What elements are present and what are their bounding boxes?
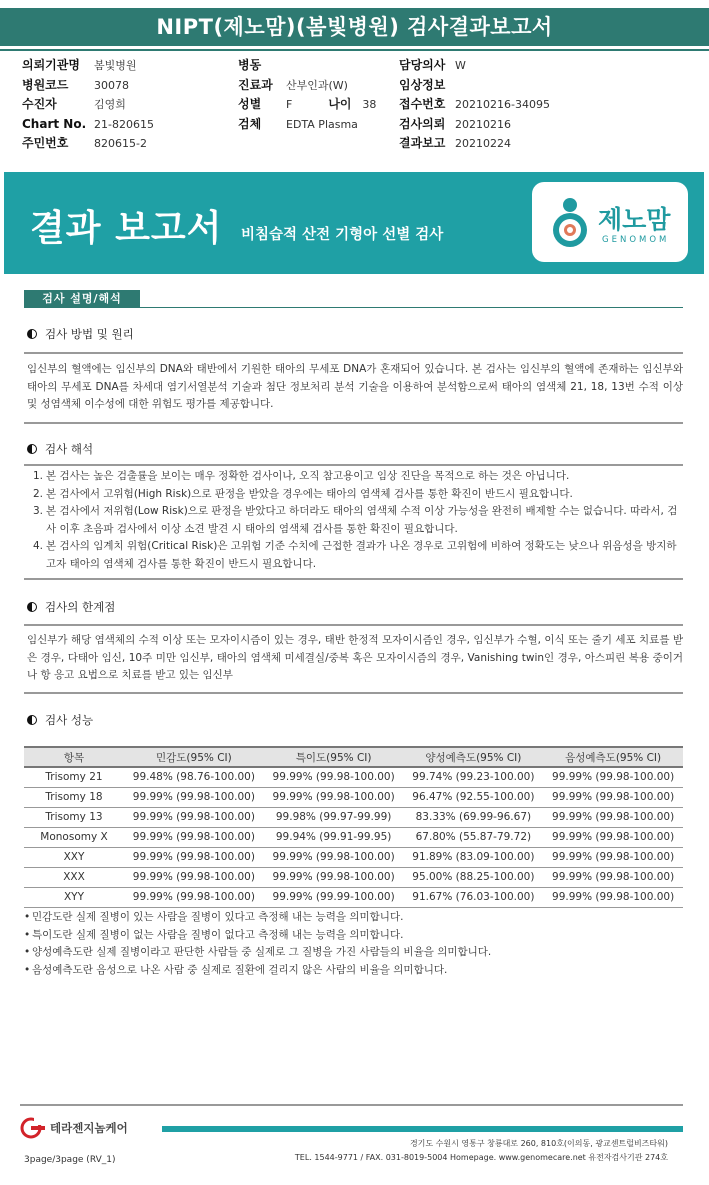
info-row [399,95,550,115]
table-cell: 99.98% (99.97-99.99) [264,807,404,827]
table-cell: 99.99% (99.98-100.00) [264,847,404,867]
info-value: 김영희 [94,98,126,111]
info-value: EDTA Plasma [286,117,358,131]
info-value: 20210224 [455,137,511,150]
item-text: 본 검사의 임계치 위험(Critical Risk)은 고위험 기준 수치에 근접한 결과가 나온 경우로 고위험에 비하여 정확도는 낮으나 위음성을 방지하고자 태아의 염색체 검사를 통한 확진이 반드시 필요합니다. [46,540,677,570]
bullet-icon: • [24,928,31,941]
table-cell: 99.48% (98.76-100.00) [124,767,264,787]
info-label: 검체 [238,116,262,131]
row-label: XXX [24,867,124,887]
info-row [238,76,376,96]
note-text: 민감도란 실제 질병이 있는 사람을 질병이 있다고 측정해 내는 능력을 의미합니다. [32,911,404,923]
limits-body: 임신부가 해당 염색체의 수적 이상 또는 모자이시즘이 있는 경우, 태반 한정적 모자이시즘인 경우, 임신부가 수혈, 이식 또는 줄기 세포 치료를 받은 경우, 다태아 임신, 10주 미만 임신부, 태아의 염색체 미세결실/중복 혹은 모자이시즘의 경우, Vanishing twin인 경우, 아스피린 복용 중이거나 항 응고 요법으로 치료를 받고 있는 임신부 [27,634,683,681]
column-header: 항목 [24,747,124,767]
company-contact: TEL. 1544-9771 / FAX. 031-8019-5004 Homepage. www.genomecare.net 유전자검사기관 274호 [294,1153,668,1162]
info-row [399,134,550,154]
divider [24,464,683,466]
divider [24,624,683,626]
limits-heading [27,599,115,615]
table-cell: 99.99% (99.98-100.00) [543,847,683,867]
note-text: 특이도란 실제 질병이 없는 사람을 질병이 없다고 측정해 내는 능력을 의미합니다. [32,928,404,941]
info-row [399,115,550,135]
info-row [22,56,154,76]
company-name: 테라젠지놈케어 [50,1121,128,1135]
info-label: 담당의사 [399,58,446,72]
info-value: 산부인과(W) [286,78,348,92]
g-logo-icon [20,1117,46,1139]
note-text: 음성예측도란 음성으로 나온 사람 중 실제로 질환에 걸리지 않은 사람의 비율을 의미합니다. [32,963,448,976]
divider [24,352,683,354]
age-label: 나이 [328,97,352,111]
method-body: 임신부의 혈액에는 임신부의 DNA와 태반에서 기원한 태아의 무세포 DNA가 혼재되어 있습니다. 본 검사는 임신부의 혈액에 존재하는 임신부와 태아의 무세포 DNA를 차세대 염기서열분석 기술과 첨단 정보처리 분석 기술을 이용하여 분석함으로써 태아의 염색체 21, 18, 13번 수적 이상 및 성염색체 이수성에 대한 위험도 평가를 제공합니다. [27,363,683,410]
item-number: 4. [33,540,44,552]
section-tab: 검사 설명/해석 [24,290,140,308]
age-value: 38 [362,98,377,111]
info-label: 접수번호 [399,97,446,111]
table-cell: 91.89% (83.09-100.00) [404,847,544,867]
bullet-icon: • [24,963,31,976]
row-label: Trisomy 13 [24,807,124,827]
table-cell: 99.99% (99.98-100.00) [124,807,264,827]
table-cell: 99.94% (99.91-99.95) [264,827,404,847]
section-underline [24,307,683,308]
row-label: Trisomy 18 [24,787,124,807]
interpret-heading-text: 검사 해석 [45,442,94,456]
info-label: 검사의뢰 [399,116,446,131]
table-cell: 96.47% (92.55-100.00) [404,787,544,807]
info-value: 20210216 [455,117,511,131]
table-cell: 99.99% (99.98-100.00) [124,887,264,907]
bullet-icon: • [24,911,31,923]
company-logo [20,1117,128,1139]
table-row [24,807,683,827]
row-label: Monosomy X [24,827,124,847]
table-cell: 99.99% (99.98-100.00) [543,867,683,887]
info-value: 봄빛병원 [94,59,137,72]
info-value: 20210216-34095 [455,98,550,111]
method-heading [27,326,134,342]
info-label: 병동 [238,58,262,72]
banner-title: 결과 보고서 [30,208,223,249]
performance-heading [27,712,93,728]
table-row [24,867,683,887]
table-cell: 99.99% (99.98-100.00) [543,887,683,907]
info-value: F [286,98,293,111]
item-text: 본 검사에서 저위험(Low Risk)으로 판정을 받았다고 하더라도 태아의 염색체 수적 이상 가능성을 완전히 배제할 수는 없습니다. 따라서, 검사 이후 초음파 검사에서 이상 소견 발견 시 태아의 염색체 검사를 통한 확진이 필요합니다. [46,505,678,535]
limits-heading-text: 검사의 한계점 [45,600,116,614]
info-label: 결과보고 [399,136,446,150]
logo-subtext: GENOMOM [602,235,670,245]
info-row [22,95,154,115]
item-number: 1. [33,470,44,482]
info-row [22,115,154,135]
bullet-icon: • [24,946,31,958]
note-text: 양성예측도란 실제 질병이라고 판단한 사람들 중 실제로 그 질병을 가진 사람들의 비율을 의미합니다. [32,946,492,958]
company-address: 경기도 수원시 영통구 창룡대로 260, 810호(이의동, 광교센트럴비즈타워) [409,1139,668,1148]
table-cell: 67.80% (55.87-79.72) [404,827,544,847]
patient-info-col3 [399,56,550,154]
interpret-list [33,468,683,573]
table-cell: 99.99% (99.98-100.00) [264,767,404,787]
info-row [399,56,550,76]
logo-text: 제노맘 [598,205,671,234]
divider [24,578,683,580]
info-label: 진료과 [238,77,273,92]
half-circle-icon [27,444,37,454]
table-cell: 99.99% (99.98-100.00) [124,867,264,887]
page-number: 3page/3page (RV_1) [24,1155,116,1165]
item-number: 2. [33,487,44,500]
column-header: 특이도(95% CI) [264,747,404,767]
interpret-item [33,538,683,573]
table-cell: 99.99% (99.98-100.00) [543,767,683,787]
table-cell: 99.99% (99.98-100.00) [124,787,264,807]
table-cell: 99.99% (99.98-100.00) [124,847,264,867]
table-row [24,827,683,847]
note-item [24,909,491,927]
info-row [22,76,154,96]
performance-table [24,746,683,908]
row-label: XXY [24,847,124,867]
table-header-row [24,747,683,767]
row-label: Trisomy 21 [24,767,124,787]
table-row [24,787,683,807]
info-label: 수진자 [22,97,57,111]
table-cell: 83.33% (69.99-96.67) [404,807,544,827]
half-circle-icon [27,715,37,725]
half-circle-icon [27,329,37,339]
note-item [24,962,491,980]
item-text: 본 검사는 높은 검출률을 보이는 매우 정확한 검사이나, 오직 참고용이고 임상 진단을 목적으로 하는 것은 아닙니다. [46,470,570,482]
patient-info-col1 [22,56,154,154]
info-label: 의뢰기관명 [22,58,80,72]
info-label: 주민번호 [22,136,69,150]
note-item [24,927,491,945]
table-cell: 99.99% (99.98-100.00) [124,827,264,847]
genomom-logo-icon [546,195,594,249]
footer-accent-bar [162,1126,683,1132]
table-row [24,767,683,787]
row-label: XYY [24,887,124,907]
interpret-item [33,468,683,486]
table-cell: 99.99% (99.98-100.00) [543,787,683,807]
info-label: Chart No. [22,116,87,131]
performance-heading-text: 검사 성능 [45,713,94,727]
footer-divider [20,1104,683,1106]
table-cell: 99.99% (99.98-100.00) [264,867,404,887]
table-row [24,847,683,867]
table-cell: 99.99% (99.98-100.00) [264,787,404,807]
info-value: W [455,59,466,72]
divider [24,422,683,424]
note-item [24,944,491,962]
interpret-item [33,503,683,538]
report-title: NIPT(제노맘)(봄빛병원) 검사결과보고서 [0,8,709,46]
info-label: 성별 [238,97,262,111]
info-row [399,76,550,96]
column-header: 민감도(95% CI) [124,747,264,767]
half-circle-icon [27,602,37,612]
interpret-item [33,486,683,504]
header-divider [0,49,709,51]
table-cell: 95.00% (88.25-100.00) [404,867,544,887]
column-header: 음성예측도(95% CI) [543,747,683,767]
info-row [22,134,154,154]
performance-notes [24,909,491,979]
info-value: 820615-2 [94,137,147,150]
info-label: 병원코드 [22,77,69,92]
banner-subtitle: 비침습적 산전 기형아 선별 검사 [241,227,444,243]
table-cell: 99.99% (99.99-100.00) [264,887,404,907]
table-cell: 99.99% (99.98-100.00) [543,807,683,827]
method-heading-text: 검사 방법 및 원리 [45,327,134,341]
table-row [24,887,683,907]
table-cell: 91.67% (76.03-100.00) [404,887,544,907]
item-number: 3. [33,505,44,517]
table-cell: 99.74% (99.23-100.00) [404,767,544,787]
table-cell: 99.99% (99.98-100.00) [543,827,683,847]
info-label: 임상정보 [399,77,446,92]
info-row [238,115,376,135]
info-value: 21-820615 [94,117,154,131]
column-header: 양성예측도(95% CI) [404,747,544,767]
info-row [238,95,376,115]
patient-info-col2 [238,56,376,134]
info-value: 30078 [94,78,129,92]
genomom-logo [532,182,688,262]
item-text: 본 검사에서 고위험(High Risk)으로 판정을 받았을 경우에는 태아의 염색체 검사를 통한 확진이 반드시 필요합니다. [46,487,573,500]
result-banner [4,172,704,274]
info-row [238,56,376,76]
interpret-heading [27,441,93,457]
divider [24,692,683,694]
